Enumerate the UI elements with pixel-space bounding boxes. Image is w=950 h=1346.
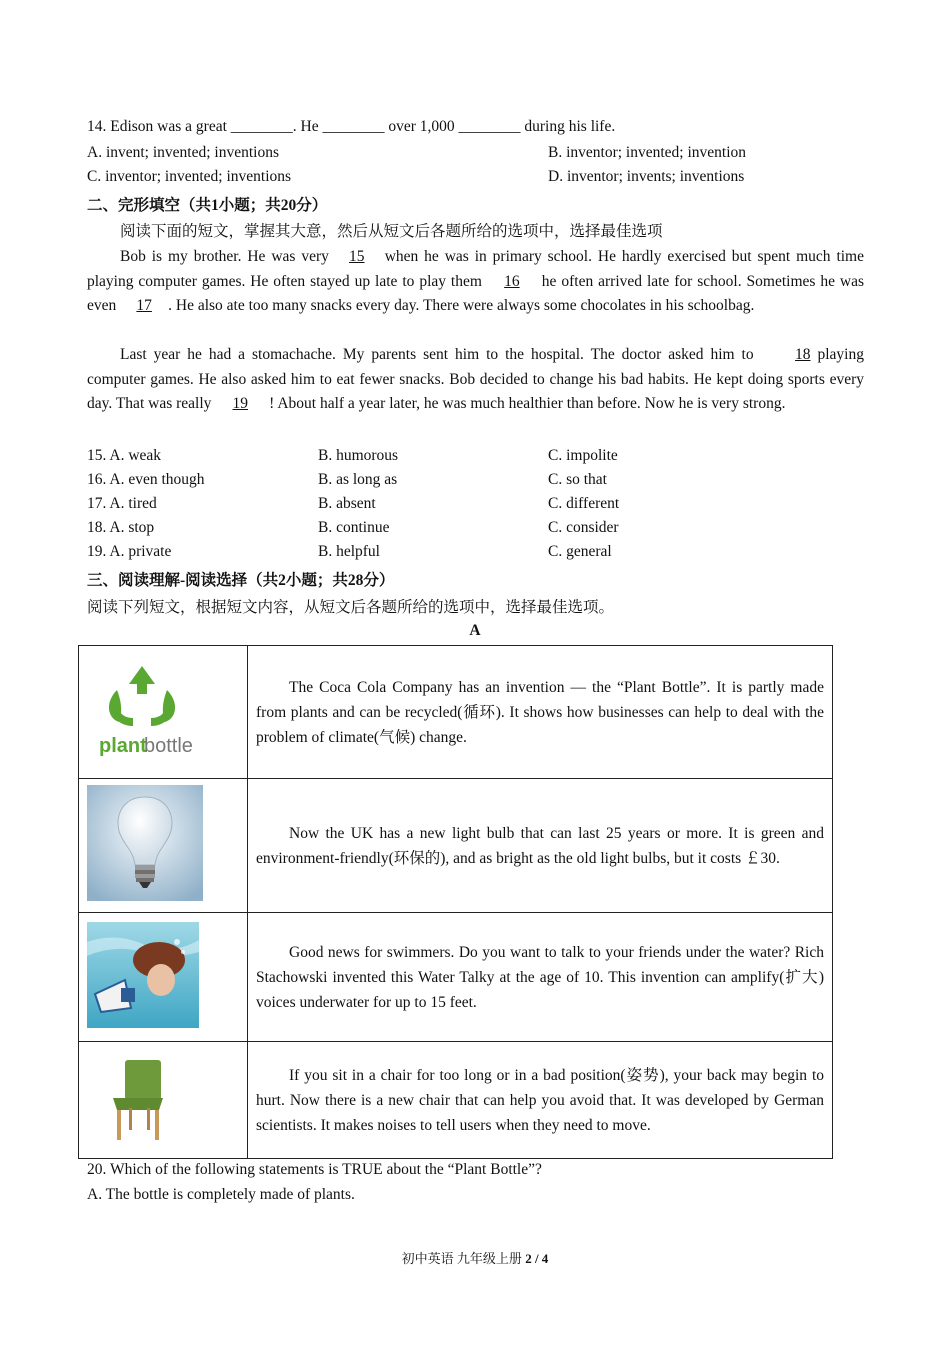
q14-option-a: A. invent; invented; inventions bbox=[87, 144, 280, 161]
reading-table bbox=[78, 645, 833, 1159]
q15-option-b: B. humorous bbox=[318, 447, 399, 464]
q16-option-c: C. so that bbox=[548, 471, 607, 488]
cloze-instruction: 阅读下面的短文，掌握其大意，然后从短文后各题所给的选项中，选择最佳选项 bbox=[120, 223, 663, 240]
q20-stem: 20. Which of the following statements is TRUE about the “Plant Bottle”? bbox=[87, 1161, 542, 1178]
light-bulb-image-cell bbox=[79, 779, 248, 913]
footer-page-number: 2 / 4 bbox=[525, 1251, 549, 1266]
page-footer bbox=[0, 1248, 950, 1267]
q14-option-b: B. inventor; invented; invention bbox=[548, 144, 747, 161]
q17-option-a: 17. A. tired bbox=[87, 495, 157, 512]
cloze-text: Bob is my brother. He was very bbox=[120, 248, 335, 265]
plant-bottle-logo-icon bbox=[87, 660, 197, 760]
cloze-paragraph-2 bbox=[87, 343, 864, 417]
q19-option-c: C. general bbox=[548, 543, 612, 560]
q17-option-b: B. absent bbox=[318, 495, 376, 512]
cloze-text: when he was in primary school. He hardly exercised but spent much time playing computer games. He often stayed up late to play them bbox=[87, 248, 864, 290]
logo-text-plant: plant bbox=[99, 734, 147, 757]
water-talky-swimmer-icon bbox=[87, 922, 199, 1028]
q18-option-c: C. consider bbox=[548, 519, 619, 536]
q14-option-d: D. inventor; invents; inventions bbox=[548, 168, 745, 185]
q16-option-b: B. as long as bbox=[318, 471, 398, 488]
light-bulb-icon bbox=[87, 785, 203, 901]
footer-label: 初中英语 九年级上册 bbox=[401, 1251, 526, 1266]
cloze-heading: 二、完形填空（共1小题；共20分） bbox=[87, 197, 328, 214]
passage-label: A bbox=[469, 622, 481, 639]
blank-15: 15 bbox=[349, 248, 365, 265]
row-text-plant-bottle: The Coca Cola Company has an invention — the “Plant Bottle”. It is partly made from plants and can be recycled(循环). It shows how businesses can help to deal with the problem of climate(气候) change. bbox=[248, 646, 833, 779]
q18-option-a: 18. A. stop bbox=[87, 519, 155, 536]
cloze-paragraph-1 bbox=[87, 245, 864, 319]
q15-option-a: 15. A. weak bbox=[87, 447, 162, 464]
cloze-text: . He also ate too many snacks every day. There were always some chocolates in his schoolbag. bbox=[168, 297, 755, 314]
cloze-text: he often arrived late for school. Sometimes he was even bbox=[87, 272, 865, 314]
blank-19: 19 bbox=[232, 395, 249, 412]
cloze-text: ! About half a year later, he was much healthier than before. Now he is very strong. bbox=[265, 395, 786, 412]
table-row bbox=[79, 779, 833, 913]
blank-17: 17 bbox=[136, 297, 152, 314]
table-row bbox=[79, 646, 833, 779]
green-chair-icon bbox=[87, 1052, 187, 1144]
q16-option-a: 16. A. even though bbox=[87, 471, 205, 488]
table-row bbox=[79, 1042, 833, 1159]
blank-16: 16 bbox=[504, 272, 520, 290]
q14-option-c: C. inventor; invented; inventions bbox=[87, 168, 292, 185]
chair-image-cell bbox=[79, 1042, 248, 1159]
q17-option-c: C. different bbox=[548, 495, 620, 512]
q19-option-b: B. helpful bbox=[318, 543, 380, 560]
q15-option-c: C. impolite bbox=[548, 447, 618, 464]
reading-heading: 三、阅读理解-阅读选择（共2小题；共28分） bbox=[87, 572, 395, 589]
q19-option-a: 19. A. private bbox=[87, 543, 172, 560]
q14-stem: 14. Edison was a great ________. He ________ over 1,000 ________ during his life. bbox=[87, 118, 616, 135]
row-text-water-talky: Good news for swimmers. Do you want to talk to your friends under the water? Rich Stachowski invented this Water Talky at the age of 10. This invention can amplify(扩大) voices underwater for up to 15 feet. bbox=[248, 913, 833, 1042]
logo-text-bottle: bottle bbox=[144, 734, 193, 757]
cloze-text: playing computer games. He also asked him to eat fewer snacks. Bob decided to change his bad habits. He kept doing sports every day. That was really bbox=[87, 346, 864, 412]
reading-instruction: 阅读下列短文，根据短文内容，从短文后各题所给的选项中，选择最佳选项。 bbox=[87, 599, 615, 616]
row-text-light-bulb: Now the UK has a new light bulb that can last 25 years or more. It is green and environment-friendly(环保的), and as bright as the old light bulbs, but it costs ￡30. bbox=[248, 779, 833, 913]
cloze-text: Last year he had a stomachache. My parents sent him to the hospital. The doctor asked him to bbox=[120, 346, 761, 363]
water-talky-image-cell bbox=[79, 913, 248, 1042]
row-text-chair: If you sit in a chair for too long or in a bad position(姿势), your back may begin to hurt. Now there is a new chair that can help you avoid that. It was developed by German scientists. It makes noises to tell users when they need to move. bbox=[248, 1042, 833, 1159]
plant-bottle-logo-cell bbox=[79, 646, 248, 779]
q18-option-b: B. continue bbox=[318, 519, 390, 536]
blank-18: 18 bbox=[795, 346, 811, 363]
table-row bbox=[79, 913, 833, 1042]
q20-option-a: A. The bottle is completely made of plants. bbox=[87, 1186, 355, 1203]
